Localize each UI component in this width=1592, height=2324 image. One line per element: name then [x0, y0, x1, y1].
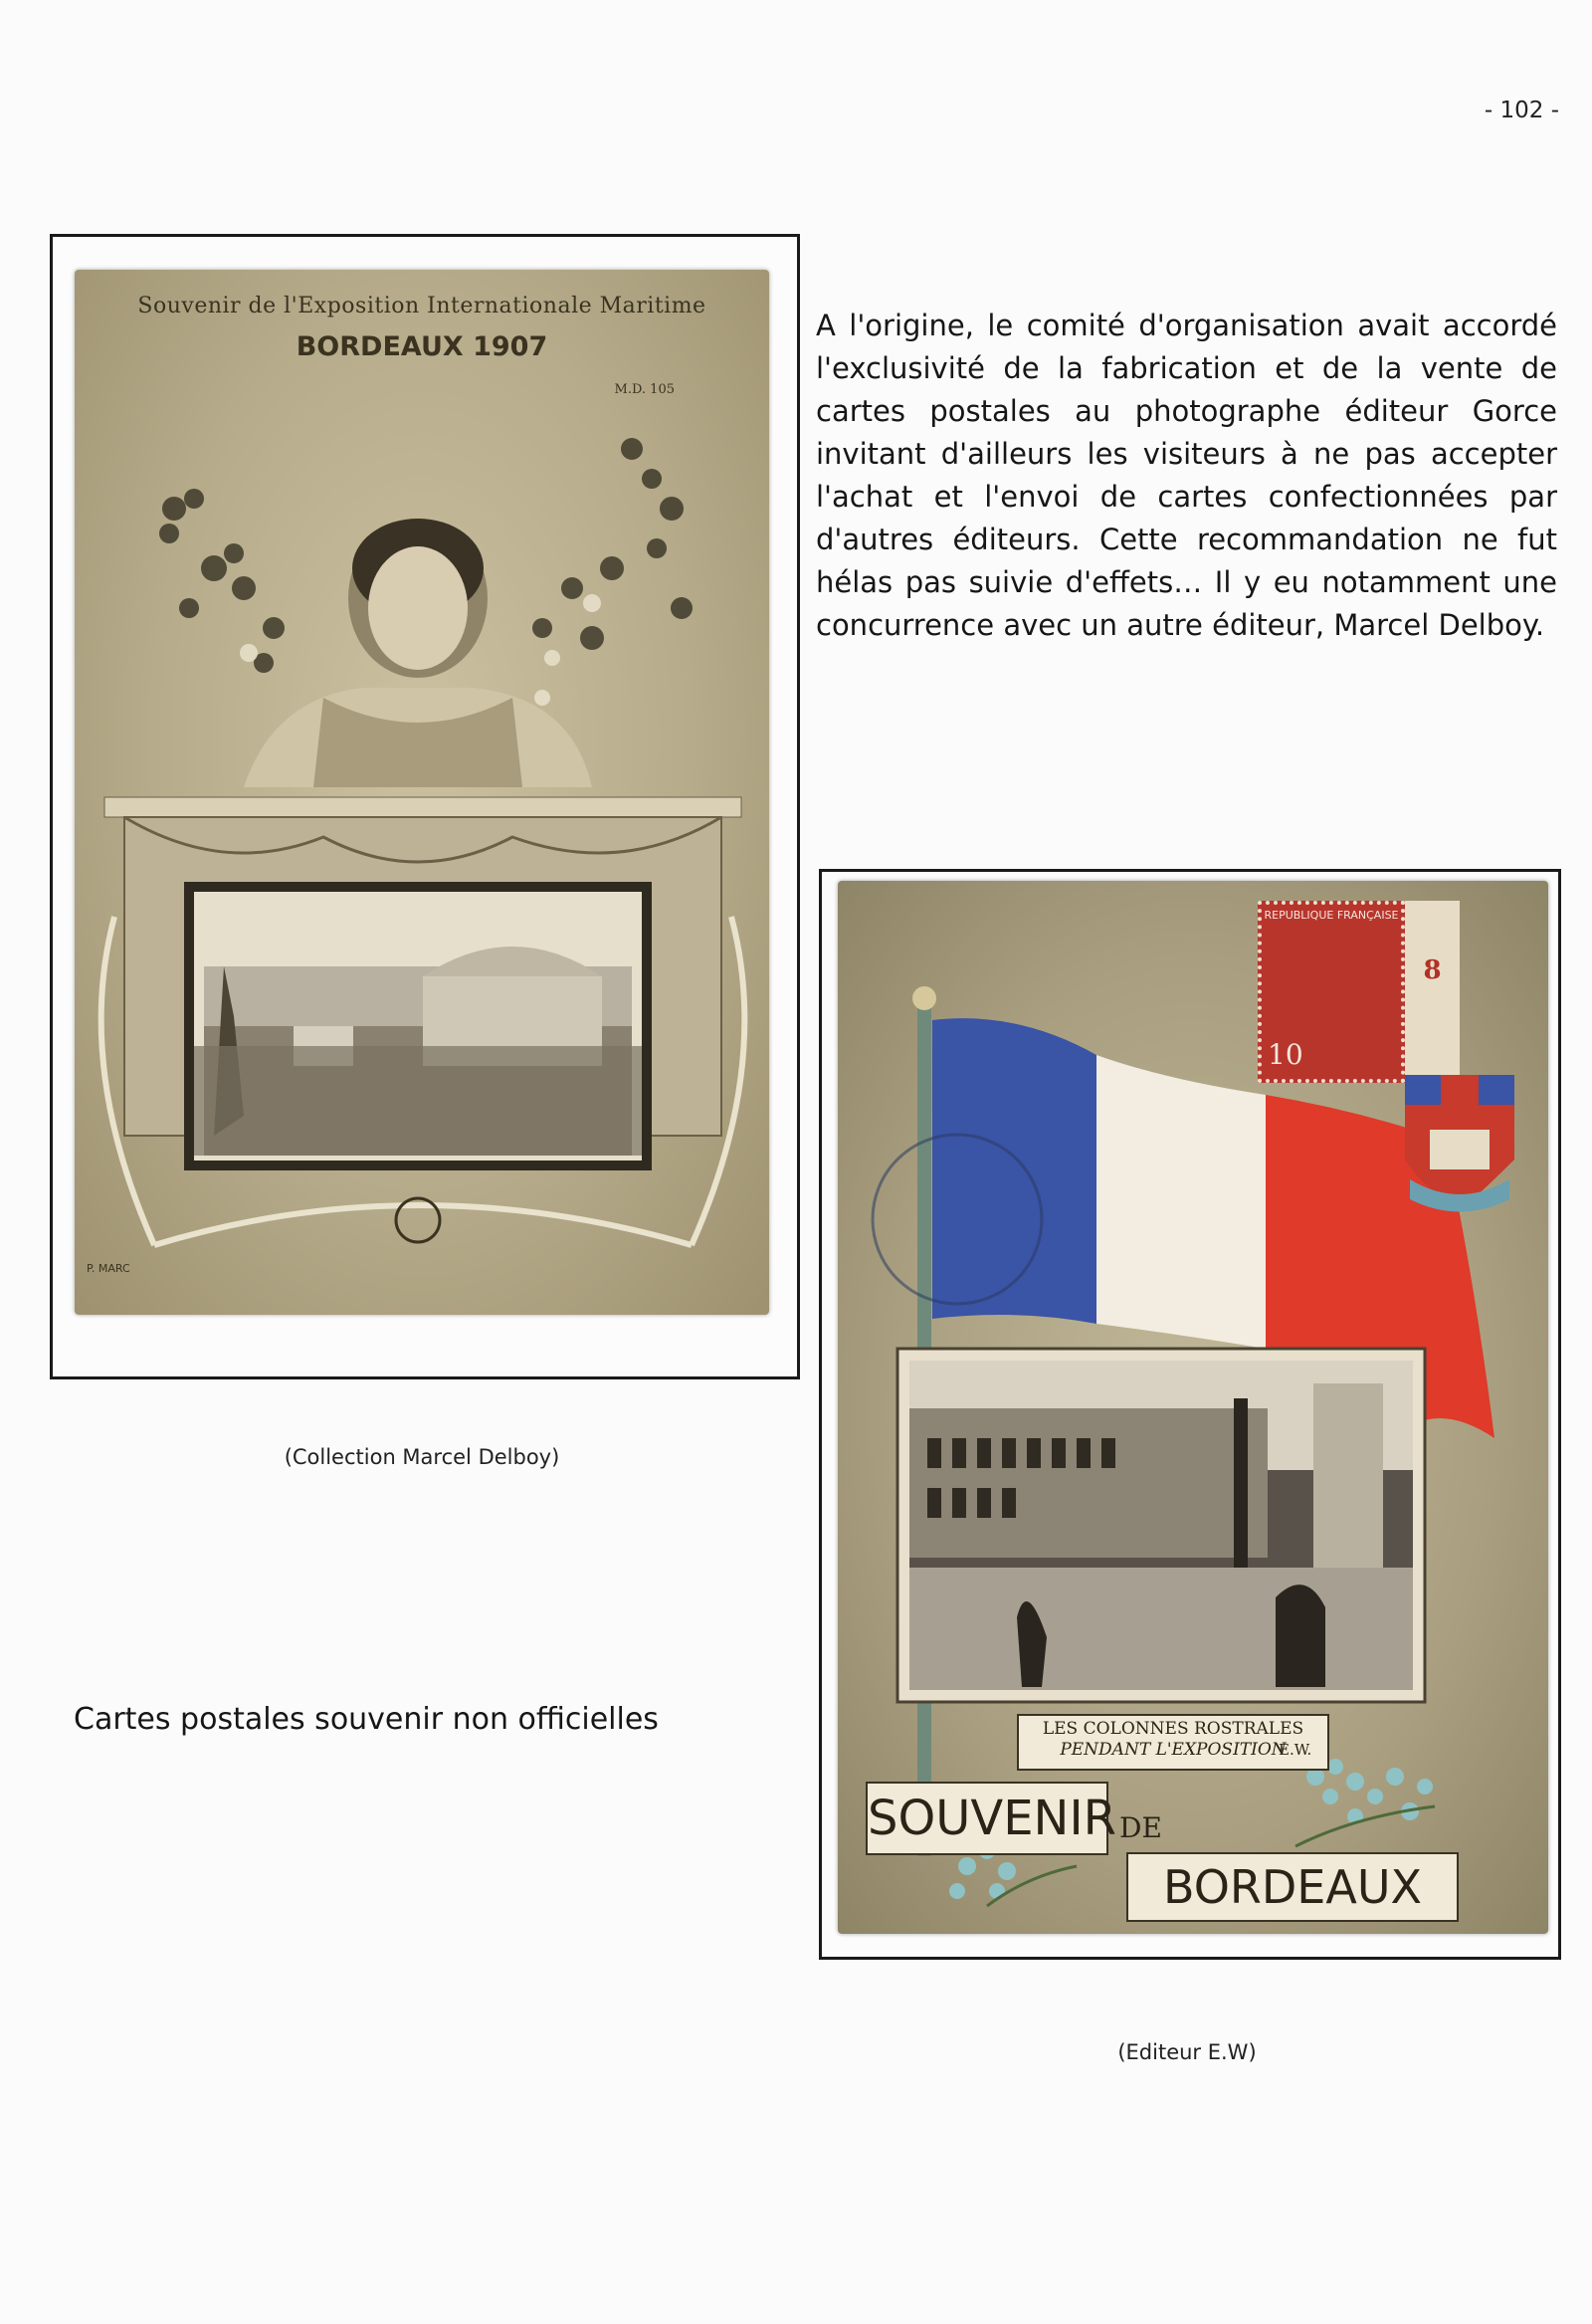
- card-left-code: M.D. 105: [614, 382, 675, 397]
- body-paragraph: A l'origine, le comité d'organisation avait accordé l'exclusivité de la fabrication et de la vente de cartes postales au photographe éditeur Gorce invitant d'ailleurs les visiteurs à ne pas accepter l'achat et l'envoi de cartes confectionnées par d'autres éditeurs. Cette recommandation ne fut hélas pas suivie d'effets… Il y eu notamment une concurrence avec un autre éditeur, Marcel Delboy.: [816, 309, 1557, 642]
- section-heading: Cartes postales souvenir non officielles: [74, 1702, 659, 1737]
- card-left-signature: P. MARC: [87, 1262, 130, 1275]
- stamp-text: REPUBLIQUE FRANÇAISE: [1264, 909, 1399, 922]
- postage-stamp: [1258, 901, 1405, 1083]
- postcard-left: [75, 270, 769, 1315]
- card-left-title-line2: BORDEAUX 1907: [296, 331, 548, 362]
- card-left-illustration: [75, 270, 769, 1315]
- caption-right: (Editeur E.W): [1117, 2040, 1257, 2064]
- banner-bordeaux: BORDEAUX: [1126, 1852, 1459, 1922]
- banner-colonnes-line1: LES COLONNES ROSTRALES: [1042, 1719, 1304, 1739]
- card-right-de: DE: [1119, 1811, 1162, 1844]
- caption-left: (Collection Marcel Delboy): [284, 1445, 560, 1469]
- banner-souvenir: SOUVENIR: [866, 1782, 1108, 1855]
- stamp-margin-tab: [1405, 901, 1460, 1075]
- stamp-tab-number: 8: [1423, 955, 1442, 985]
- card-left-title-line1: Souvenir de l'Exposition Internationale Maritime: [137, 294, 706, 318]
- page-number: - 102 -: [1484, 98, 1559, 123]
- stamp-value: 10: [1268, 1038, 1303, 1071]
- postcard-right: [838, 881, 1548, 1934]
- banner-colonnes-line2: PENDANT L'EXPOSITION: [1060, 1740, 1287, 1760]
- card-right-editor-mark: E.W.: [1279, 1741, 1312, 1759]
